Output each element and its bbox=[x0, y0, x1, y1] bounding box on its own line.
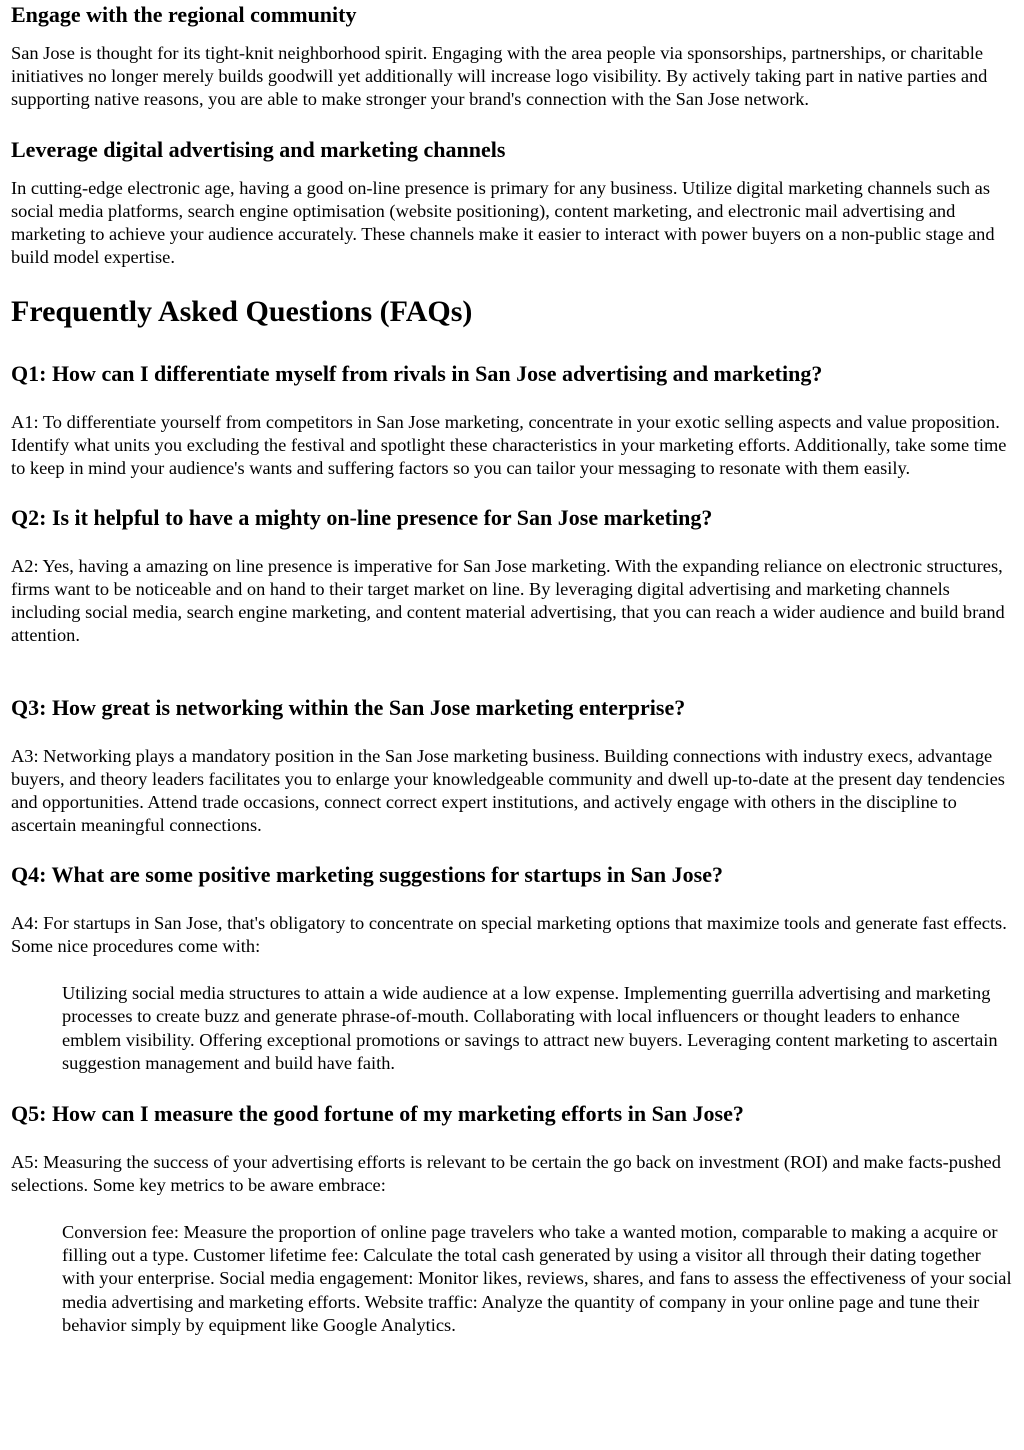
faq-answer-2: A2: Yes, having a amazing on line presence is imperative for San Jose marketing. With the expanding reliance on electronic structures, firms want to be noticeable and on hand to their target market on line. By leveraging digital advertising and marketing channels including social media, search engine marketing, and content material advertising, that you can reach a wider audience and build brand attention. bbox=[11, 556, 1005, 645]
section-title-digital: Leverage digital advertising and marketing channels bbox=[11, 137, 506, 162]
section-title-community: Engage with the regional community bbox=[11, 2, 357, 27]
section-body-community: San Jose is thought for its tight-knit neighborhood spirit. Engaging with the area people via sponsorships, partnerships, or charitable initiatives no longer merely builds goodwill yet additionally will increase logo visibility. By actively taking part in native parties and supporting native reasons, you are able to make stronger your brand's connection with the San Jose network. bbox=[11, 43, 988, 109]
article-page bbox=[0, 2, 1024, 1338]
faq-answer-1: A1: To differentiate yourself from competitors in San Jose marketing, concentrate in your exotic selling aspects and value proposition. Identify what units you excluding the festival and spotlight these characteristics in your marketing efforts. Additionally, take some time to keep in mind your audience's wants and suffering factors so you can tailor your messaging to resonate with them easily. bbox=[11, 412, 1007, 478]
faq-question-5: Q5: How can I measure the good fortune of my marketing efforts in San Jose? bbox=[11, 1100, 744, 1126]
faq-answer-5: A5: Measuring the success of your advertising efforts is relevant to be certain the go back on investment (ROI) and make facts-pushed selections. Some key metrics to be aware embrace: bbox=[11, 1151, 1001, 1195]
faq-question-2: Q2: Is it helpful to have a mighty on-line presence for San Jose marketing? bbox=[11, 505, 713, 530]
section-body-digital: In cutting-edge electronic age, having a good on-line presence is primary for any business. Utilize digital marketing channels such as social media platforms, search engine optimisation (website positioning), content marketing, and electronic mail advertising and marketing to achieve your audience accurately. These channels make it easier to interact with power buyers on a non-public stage and build model expertise. bbox=[11, 178, 995, 267]
faq-heading: Frequently Asked Questions (FAQs) bbox=[11, 295, 473, 328]
faq-answer-3: A3: Networking plays a mandatory position in the San Jose marketing business. Building connections with industry execs, advantage buyers, and theory leaders facilitates you to enlarge your knowledgeable community and dwell up-to-date at the present day tendencies and opportunities. Attend trade occasions, connect correct expert institutions, and actively engage with others in the discipline to ascertain meaningful connections. bbox=[11, 746, 1005, 835]
faq-question-4: Q4: What are some positive marketing suggestions for startups in San Jose? bbox=[11, 862, 723, 887]
faq-question-3: Q3: How great is networking within the San Jose marketing enterprise? bbox=[11, 695, 686, 720]
faq-answer-4: A4: For startups in San Jose, that's obligatory to concentrate on special marketing options that maximize tools and generate fast effects. Some nice procedures come with: bbox=[11, 913, 1007, 956]
faq-answer-5-list: Conversion fee: Measure the proportion of online page travelers who take a wanted motion, comparable to making a acquire or filling out a type. Customer lifetime fee: Calculate the total cash generated by using a visitor all through their dating together with your enterprise. Social media engagement: Monitor likes, reviews, shares, and fans to assess the effectiveness of your social media advertising and marketing efforts. Website traffic: Analyze the quantity of company in your online page and tune their behavior simply by equipment like Google Analytics. bbox=[62, 1221, 1012, 1336]
faq-answer-4-list: Utilizing social media structures to attain a wide audience at a low expense. Implementing guerrilla advertising and marketing processes to create buzz and generate phrase-of-mouth. Collaborating with local influencers or thought leaders to enhance emblem visibility. Offering exceptional promotions or savings to attract new buyers. Leveraging content marketing to ascertain suggestion management and build have faith. bbox=[62, 983, 998, 1074]
faq-question-1: Q1: How can I differentiate myself from rivals in San Jose advertising and marketing? bbox=[11, 361, 823, 386]
